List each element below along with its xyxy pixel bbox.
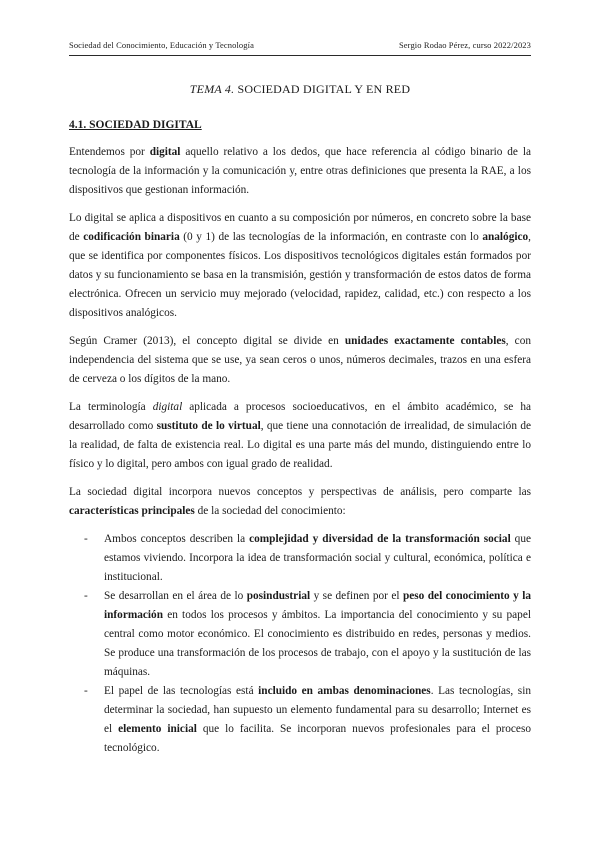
list-item xyxy=(69,587,531,682)
text-run: posindustrial xyxy=(246,590,311,602)
text-run: aquello relativo a los dedos, que hace referencia al código binario de la tecnología de la información y la comunicación y, entre otras definiciones que presenta la RAE, a los dispositivos que gestionan información. xyxy=(69,146,531,196)
paragraph xyxy=(69,398,531,474)
text-run: sustituto de lo virtual xyxy=(156,420,261,432)
bullet-marker: - xyxy=(84,590,88,602)
text-run: , que se identifica por componentes físicos. Los dispositivos tecnológicos digitales están formados por datos y su funcionamiento se basa en la transmisión, gestión y transformación de estos datos de forma electrónica. Ofrecen un servicio muy mejorado (velocidad, rapidez, calidad, etc.) con respecto a los dispositivos analógicos. xyxy=(69,231,531,319)
document-title xyxy=(69,82,531,97)
text-run: complejidad y diversidad de la transformación social xyxy=(249,533,511,545)
text-run: unidades exactamente contables xyxy=(344,335,506,347)
list-item xyxy=(69,682,531,758)
text-run: digital xyxy=(152,401,183,413)
text-run: digital xyxy=(149,146,181,158)
text-run: Se desarrollan en el área de lo xyxy=(104,590,247,602)
text-run: La sociedad digital incorpora nuevos conceptos y perspectivas de análisis, pero comparte las xyxy=(69,486,531,498)
text-run: SOCIEDAD DIGITAL Y EN RED xyxy=(234,82,411,96)
text-run: en todos los procesos y ámbitos. La importancia del conocimiento y su papel central como motor económico. El conocimiento es distribuido en redes, personas y medios. Se produce una transformación de los procesos de trabajo, con el apoyo y la sustitución de las máquinas. xyxy=(104,609,531,678)
text-run: analógico xyxy=(482,231,529,243)
paragraph xyxy=(69,332,531,389)
text-run: Ambos conceptos describen la xyxy=(104,533,250,545)
section-heading: 4.1. SOCIEDAD DIGITAL xyxy=(69,119,202,131)
text-run: peso del conocimiento y la información xyxy=(104,590,532,621)
page-header xyxy=(69,40,531,56)
text-run: Según Cramer (2013), el concepto digital se divide en xyxy=(69,335,345,347)
text-run: codificación binaria xyxy=(83,231,180,243)
bullet-text xyxy=(104,587,531,682)
text-run: , que tiene una connotación de irrealidad, de simulación de la realidad, de falta de existencia real. Lo digital es una parte más del mundo, distinguiendo entre lo físico y lo digital, pero ambos con igual grado de realidad. xyxy=(69,420,531,470)
text-run: (0 y 1) de las tecnologías de la información, en contraste con lo xyxy=(179,231,483,243)
text-run: elemento inicial xyxy=(118,723,197,735)
bullet-marker: - xyxy=(84,533,88,545)
text-run: de la sociedad del conocimiento: xyxy=(194,505,346,517)
text-run: TEMA 4. xyxy=(189,82,235,96)
list-item xyxy=(69,530,531,587)
bullet-list xyxy=(69,530,531,758)
text-run: incluido en ambas denominaciones xyxy=(258,685,431,697)
text-run: . Las tecnologías, sin determinar la sociedad, han supuesto un elemento fundamental para su desarrollo; Internet es el xyxy=(104,685,531,735)
text-run: La terminología xyxy=(69,401,153,413)
header-right-text: Sergio Rodao Pérez, curso 2022/2023 xyxy=(398,40,531,50)
text-run: características principales xyxy=(69,505,195,517)
text-run: aplicada a procesos socioeducativos, en el ámbito académico, se ha desarrollado como xyxy=(69,401,531,432)
text-run: que lo facilita. Se incorporan nuevos profesionales para el proceso tecnológico. xyxy=(104,723,531,754)
text-run: que estamos viviendo. Incorpora la idea de transformación social y cultural, económica, política e institucional. xyxy=(104,533,531,583)
bullet-marker: - xyxy=(84,685,88,697)
paragraph xyxy=(69,143,531,200)
bullet-text xyxy=(104,682,531,758)
text-run: El papel de las tecnologías está xyxy=(104,685,259,697)
header-left-text: Sociedad del Conocimiento, Educación y Tecnología xyxy=(69,40,254,50)
bullet-text xyxy=(104,530,531,587)
text-run: , con independencia del sistema que se use, ya sean ceros o unos, números decimales, trazos en una esfera de cerveza o los dígitos de la mano. xyxy=(69,335,531,385)
paragraph xyxy=(69,483,531,521)
text-run: Entendemos por xyxy=(69,146,150,158)
paragraph xyxy=(69,209,531,323)
text-run: y se definen por el xyxy=(310,590,403,602)
text-run: Lo digital se aplica a dispositivos en cuanto a su composición por números, en concreto sobre la base de xyxy=(69,212,531,243)
